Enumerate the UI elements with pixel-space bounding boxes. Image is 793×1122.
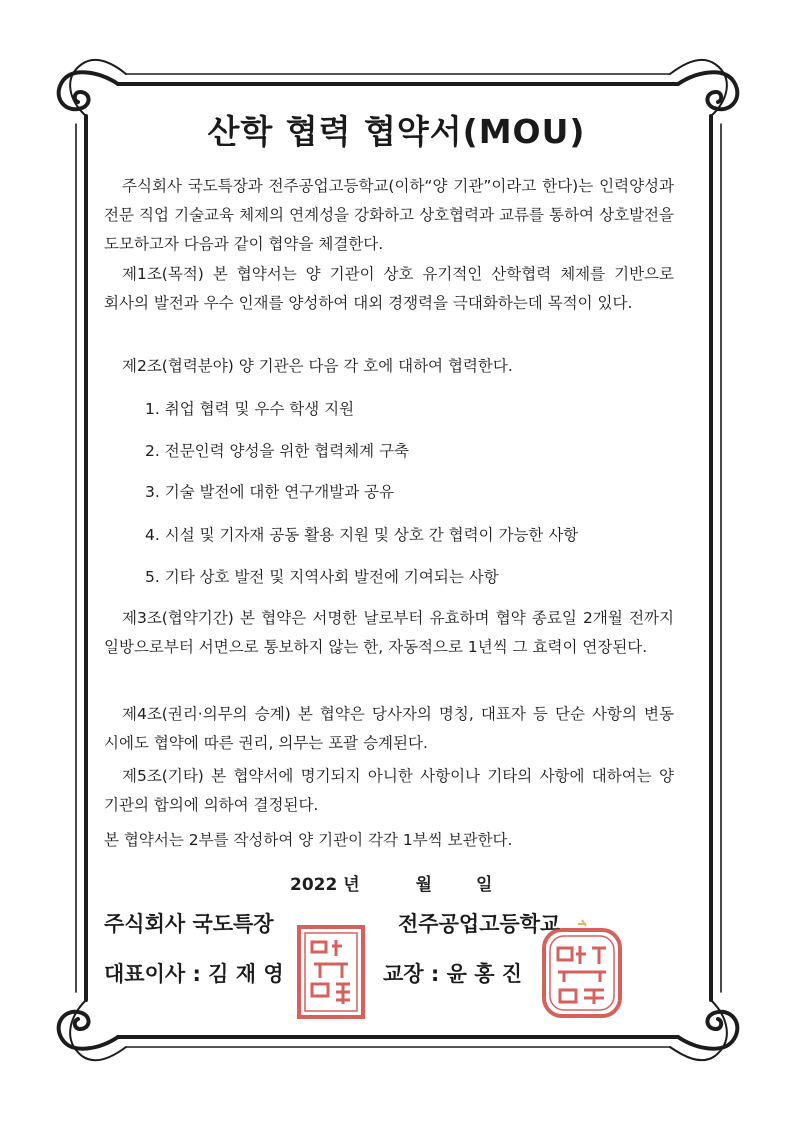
article-2: 제2조(협력분야) 양 기관은 다음 각 호에 대하여 협력한다. xyxy=(122,357,513,375)
signing-date xyxy=(290,870,492,895)
list-item: 3. 기술 발전에 대한 연구개발과 공유 xyxy=(145,483,395,501)
company-seal-stamp xyxy=(296,924,366,1020)
list-item: 4. 시설 및 기자재 공동 활용 지원 및 상호 간 협력이 가능한 사항 xyxy=(145,526,579,544)
party1-representative: 대표이사 : 김 재 영 xyxy=(104,962,284,986)
date-month: 월 xyxy=(415,875,433,895)
party2-name: 전주공업고등학교 xyxy=(398,912,561,936)
party1-name: 주식회사 국도특장 xyxy=(104,912,274,936)
closing-statement: 본 협약서는 2부를 작성하여 양 기관이 각각 1부씩 보관한다. xyxy=(104,831,513,849)
intro-paragraph: 주식회사 국도특장과 전주공업고등학교(이하“양 기관”이라고 한다)는 인력양성과 전문 직업 기술교육 체제의 연계성을 강화하고 상호협력과 교류를 통하여 상호발전을 도모하고자 다음과 같이 협약을 체결한다. xyxy=(104,177,674,253)
school-seal-stamp xyxy=(538,916,626,1022)
article-3: 제3조(협약기간) 본 협약은 서명한 날로부터 유효하며 협약 종료일 2개월 전까지 일방으로부터 서면으로 통보하지 않는 한, 자동적으로 1년씩 그 효력이 연장된다. xyxy=(104,609,674,656)
party2-representative: 교장 : 윤 홍 진 xyxy=(383,962,523,986)
list-item: 1. 취업 협력 및 우수 학생 지원 xyxy=(145,400,355,418)
date-day: 일 xyxy=(475,875,493,895)
document-title: 산학 협력 협약서(MOU) xyxy=(207,112,586,151)
list-item: 5. 기타 상호 발전 및 지역사회 발전에 기여되는 사항 xyxy=(145,568,499,586)
article-1: 제1조(목적) 본 협약서는 양 기관이 상호 유기적인 산학협력 체제를 기반으로 회사의 발전과 우수 인재를 양성하여 대외 경쟁력을 극대화하는데 목적이 있다. xyxy=(104,265,674,312)
article-4: 제4조(권리·의무의 승계) 본 협약은 당사자의 명칭, 대표자 등 단순 사항의 변동 시에도 협약에 따른 권리, 의무는 포괄 승계된다. xyxy=(104,705,674,752)
article-5: 제5조(기타) 본 협약서에 명기되지 아니한 사항이나 기타의 사항에 대하여는 양 기관의 합의에 의하여 결정된다. xyxy=(104,767,674,814)
date-year: 2022 년 xyxy=(290,875,360,895)
list-item: 2. 전문인력 양성을 위한 협력체계 구축 xyxy=(145,442,410,460)
